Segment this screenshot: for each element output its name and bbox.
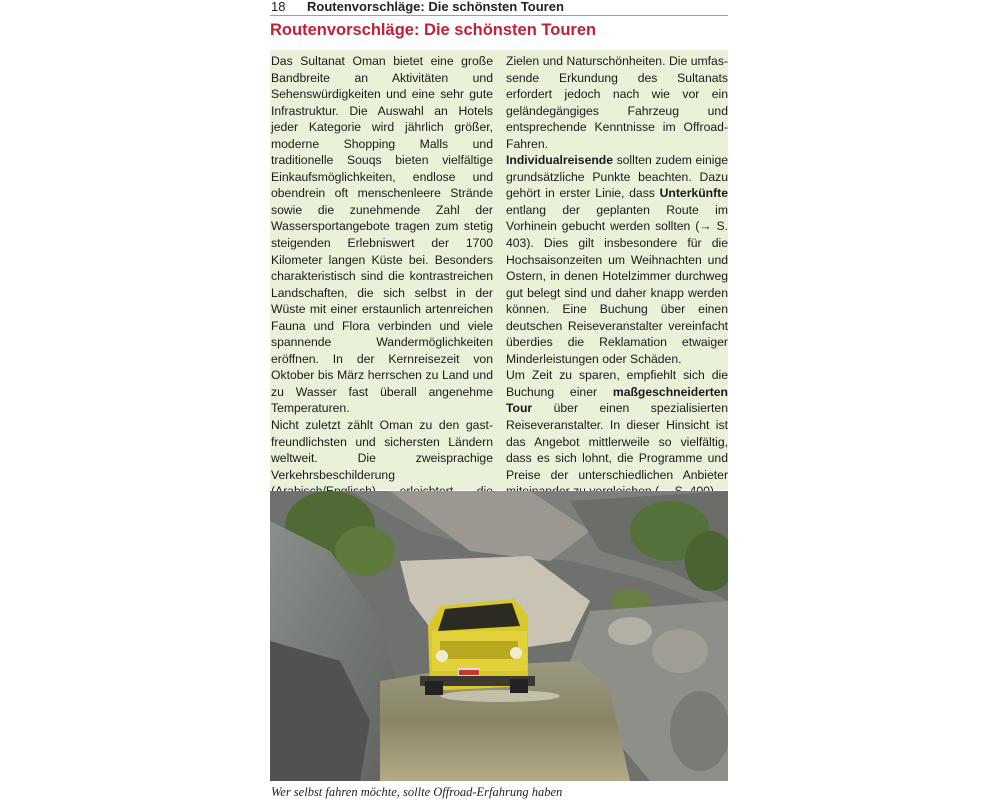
right-column: [506, 53, 728, 549]
section-title: Routenvorschläge: Die schönsten Touren: [270, 21, 597, 39]
paragraph: Das Sultanat Oman bietet eine große Bandbreite an Aktivitäten und Sehenswürdigkeiten und eine sehr gute Infrastruktur. Die Auswahl an Hotels jeder Kategorie wird jährlich größer, moderne Shopping Malls und traditionelle Souqs bieten vielfältige Einkaufsmöglichkeiten, endlose und obendrein oft menschenleere Strände sowie die zunehmende Zahl der Wassersportangebote tragen zum stetig steigenden Erlebniswert der 1700 Kilometer langen Küste bei. Besonders charakteristisch sind die kontrastreichen Landschaften, die sich selbst in der Wüste mit einer erstaunlich artenreichen Fauna und Flora verbinden und viele spannende Wandermöglichkeiten eröffnen. In der Kernreisezeit von Oktober bis März herrschen zu Land und zu Wasser fast überall angenehme Temperaturen.: [271, 54, 493, 416]
offroad-jeep-photo: [270, 491, 728, 781]
page-number: 18: [271, 0, 286, 14]
bold-term: Individualreisende: [506, 153, 614, 168]
paragraph: Nicht zuletzt zählt Oman zu den gastfreundlichsten und sichersten Ländern weltweit. Die zweisprachige Verkehrsbeschilderung: [271, 418, 493, 482]
text-run: über einen spezialisierten Reiseveranstalter. In dieser Hinsicht ist das Angebot mittlerweile so vielfältig, dass es sich lohnt, die Programme und Preise der unterschiedlichen Anbieter: [506, 401, 728, 482]
text-run: entlang der geplanten Route im Vorhinein gebucht werden sollten (→ S. 403). Dies gilt insbesondere für die Hochsaisonzeiten um Weihnachten und Ostern, in denen Hotelzimmer durchweg gut belegt sind und daher knapp werden können. Eine Buchung über einen deutschen Reiseveranstalter vereinfacht überdies die Reklamation etwaiger Minderleistungen oder Schäden.: [506, 202, 728, 366]
paragraph: Zielen und Naturschönheiten. Die umfassende Erkundung des Sultanats erfordert jedoch nach wie vor ein geländegängiges Fahrzeug und entsprechende Kenntnisse im Offroad-Fahren.: [506, 54, 728, 151]
bold-term: maßgeschneiderten Tour: [506, 384, 728, 416]
bold-term: Unterkünfte: [659, 186, 728, 201]
text-run: Um Zeit zu sparen, empfiehlt sich die Buchung einer: [506, 368, 728, 399]
paragraph: [506, 152, 728, 367]
running-head: Routenvorschläge: Die schönsten Touren: [307, 0, 564, 14]
paragraph: [506, 367, 728, 499]
jeep-graphic: [420, 599, 535, 695]
text-run: sollten zudem einige grundsätzliche Punkte beachten. Dazu gehört in erster Linie, dass: [506, 153, 728, 201]
photo-caption: Wer selbst fahren möchte, sollte Offroad-Erfahrung haben: [271, 785, 563, 799]
